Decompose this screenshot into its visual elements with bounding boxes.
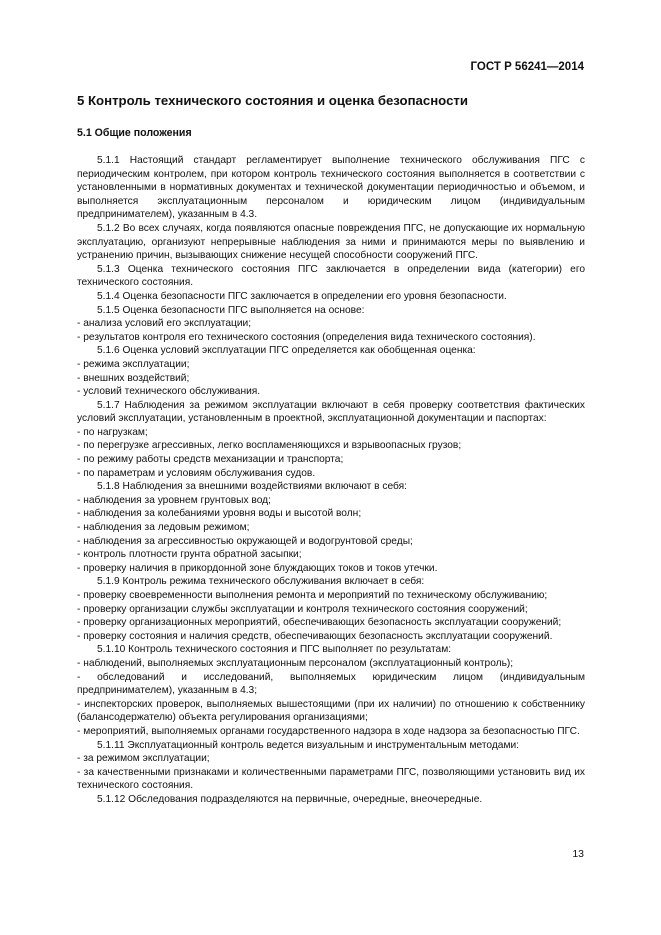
list-item: - за качественными признаками и количественными параметрами ПГС, позволяющими установить вид их технического состояния. [77,766,585,792]
paragraph: 5.1.12 Обследования подразделяются на первичные, очередные, внеочередные. [97,793,483,805]
paragraph: 5.1.4 Оценка безопасности ПГС заключается в определении его уровня безопасности. [97,290,507,302]
list-item: - по перегрузке агрессивных, легко воспламеняющихся и взрывоопасных грузов; [77,440,462,452]
list-item: - по параметрам и условиям обслуживания судов. [77,467,316,479]
paragraph: 5.1.11 Эксплуатационный контроль ведется визуальным и инструментальным методами: [97,739,519,751]
document-body [77,154,585,807]
list-item: - мероприятий, выполняемых органами государственного надзора в ходе надзора за безопасностью ПГС. [77,725,580,737]
paragraph: 5.1.1 Настоящий стандарт регламентирует выполнение технического обслуживания ПГС с периодическим контролем, при котором контроль технического состояния выполняется в соответствии с установленными в нормативных документах и технической документации периодичностью и объемом, и выполняется эксплуатационным персоналом и юридическим лицом (индивидуальным предпринимателем), указанным в 4.3. [77,155,585,221]
list-item: - наблюдения за агрессивностью окружающей и водогрунтовой среды; [77,535,413,547]
list-item: - проверку организации службы эксплуатации и контроля технического состояния сооружений; [77,603,528,615]
list-item: - обследований и исследований, выполняемых юридическим лицом (индивидуальным предпринимателем), указанным в 4.3; [77,671,585,697]
list-item: - режима эксплуатации; [77,358,190,370]
list-item: - анализа условий его эксплуатации; [77,318,252,330]
list-item: - инспекторских проверок, выполняемых вышестоящими (при их наличии) по отношению к собственнику (балансодержателю) объекта регулирования организациями; [77,698,585,724]
list-item: - проверку состояния и наличия средств, обеспечивающих безопасность эксплуатации сооружений. [77,630,553,642]
paragraph: 5.1.2 Во всех случаях, когда появляются опасные повреждения ПГС, не допускающие их нормальную эксплуатацию, организуют непрерывные наблюдения за ними и принимаются меры по выявлению и устранению причин, вызывающих снижение несущей способности сооружений ПГС. [77,222,585,262]
list-item: - наблюдения за ледовым режимом; [77,522,250,534]
paragraph: 5.1.7 Наблюдения за режимом эксплуатации включают в себя проверку соответствия фактических условий эксплуатации, установленным в проектной, эксплуатационной документации и паспортах: [77,399,585,425]
list-item: - проверку организационных мероприятий, обеспечивающих безопасность эксплуатации сооружений; [77,617,562,629]
paragraph: 5.1.3 Оценка технического состояния ПГС заключается в определении вида (категории) его технического состояния. [77,263,585,289]
list-item: - проверку своевременности выполнения ремонта и мероприятий по техническому обслуживанию; [77,590,548,601]
list-item: - наблюдения за уровнем грунтовых вод; [77,494,271,506]
list-item: - по режиму работы средств механизации и транспорта; [77,454,344,466]
paragraph: 5.1.6 Оценка условий эксплуатации ПГС определяется как обобщенная оценка: [97,345,476,357]
paragraph: 5.1.5 Оценка безопасности ПГС выполняется на основе: [97,304,365,316]
page-number: 13 [572,848,584,860]
paragraph: 5.1.10 Контроль технического состояния и ПГС выполняет по результатам: [97,644,452,656]
list-item: - наблюдения за колебаниями уровня воды и высотой волн; [77,508,362,520]
list-item: - внешних воздействий; [77,372,190,384]
paragraph: 5.1.8 Наблюдения за внешними воздействиями включают в себя: [97,481,407,493]
document-standard-header: ГОСТ Р 56241—2014 [470,61,584,73]
list-item: - контроль плотности грунта обратной засыпки; [77,549,302,561]
section-title: 5 Контроль технического состояния и оценка безопасности [77,93,468,108]
list-item: - наблюдений, выполняемых эксплуатационным персоналом (эксплуатационный контроль); [77,657,514,669]
list-item: - результатов контроля его технического состояния (определения вида технического состояния). [77,331,536,343]
subsection-title: 5.1 Общие положения [77,127,192,139]
list-item: - по нагрузкам; [77,426,148,438]
list-item: - условий технического обслуживания. [77,386,261,398]
paragraph: 5.1.9 Контроль режима технического обслуживания включает в себя: [97,576,425,588]
list-item: - за режимом эксплуатации; [77,753,210,765]
list-item: - проверку наличия в прикордонной зоне блуждающих токов и токов утечки. [77,562,438,574]
